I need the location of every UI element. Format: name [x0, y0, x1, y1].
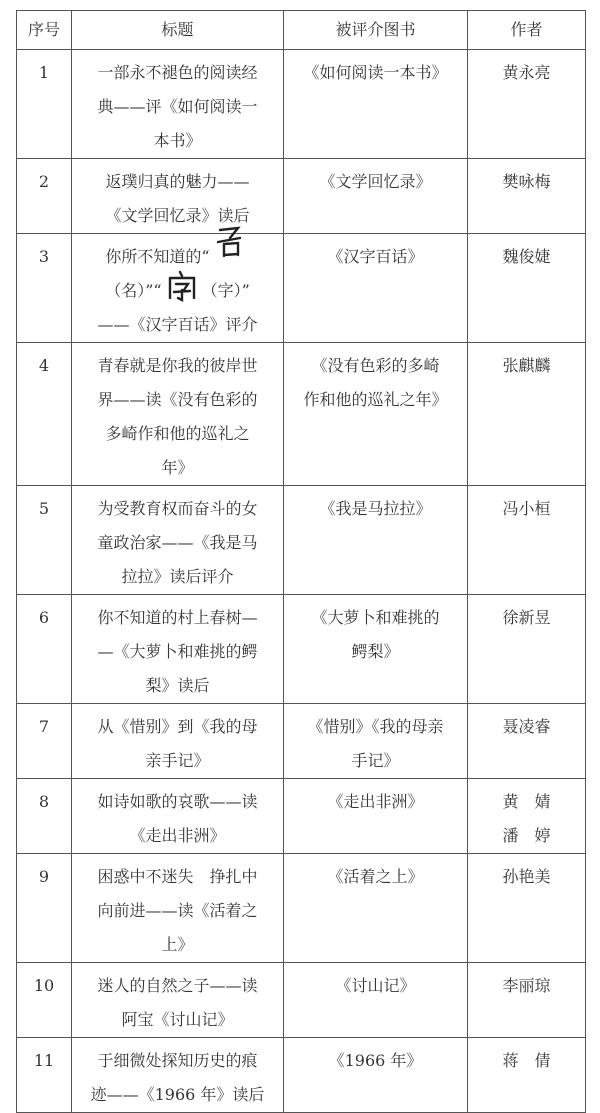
- title-text: （字）”: [201, 281, 250, 300]
- title-line: 《走出非洲》: [129, 826, 226, 845]
- book-cell: [284, 963, 468, 1038]
- title-line: 一部永不褪色的阅读经: [97, 63, 258, 82]
- table-row: [17, 595, 586, 704]
- table-row: [17, 234, 586, 343]
- header-author: 作者: [468, 11, 586, 50]
- title-line: 迹——《1966 年》读后: [90, 1085, 265, 1104]
- row-number: 9: [17, 854, 72, 963]
- title-line: 梨》读后: [145, 676, 210, 695]
- book-line: 《汉字百话》: [327, 247, 424, 266]
- title-cell: [72, 486, 284, 595]
- author-line: 黄 婧: [502, 792, 551, 811]
- author-line: 李丽琼: [502, 976, 551, 995]
- book-line: 《讨山记》: [335, 976, 416, 995]
- reviews-table: [16, 10, 586, 1113]
- row-number: 8: [17, 779, 72, 854]
- book-line: 《我是马拉拉》: [319, 499, 432, 518]
- author-line: 潘 婷: [502, 826, 551, 845]
- title-line: 如诗如歌的哀歌——读: [97, 792, 258, 811]
- title-line: [78, 274, 277, 308]
- title-line: —《大萝卜和难挑的鳄: [97, 642, 258, 661]
- author-line: 魏俊婕: [502, 247, 551, 266]
- table-row: [17, 159, 586, 234]
- row-number: 10: [17, 963, 72, 1038]
- row-number: 11: [17, 1038, 72, 1113]
- title-line: 向前进——读《活着之: [97, 901, 258, 920]
- author-cell: [468, 234, 586, 343]
- book-line: 《活着之上》: [327, 867, 424, 886]
- book-cell: [284, 234, 468, 343]
- title-line: 你不知道的村上春树—: [97, 608, 258, 627]
- title-text: （名）”“: [105, 281, 162, 300]
- row-number: 3: [17, 234, 72, 343]
- table-row: [17, 1038, 586, 1113]
- author-cell: [468, 779, 586, 854]
- title-cell: [72, 963, 284, 1038]
- title-line: 多崎作和他的巡礼之: [105, 424, 250, 443]
- table-row: [17, 963, 586, 1038]
- title-line: 年》: [161, 458, 194, 477]
- book-line: 鳄梨》: [351, 642, 400, 661]
- book-line: 《惜别》《我的母亲: [307, 717, 444, 736]
- title-cell: [72, 159, 284, 234]
- author-line: 聂凌睿: [502, 717, 551, 736]
- header-no: 序号: [17, 11, 72, 50]
- title-line: 《文学回忆录》读后: [105, 206, 250, 225]
- author-line: 徐新昱: [502, 608, 551, 627]
- title-cell: [72, 50, 284, 159]
- author-cell: [468, 486, 586, 595]
- author-line: 黄永亮: [502, 63, 551, 82]
- title-cell: [72, 704, 284, 779]
- book-cell: [284, 595, 468, 704]
- title-text: 你所不知道的“: [105, 247, 210, 266]
- title-cell: [72, 234, 284, 343]
- title-cell: [72, 595, 284, 704]
- book-line: 《如何阅读一本书》: [303, 63, 448, 82]
- row-number: 6: [17, 595, 72, 704]
- header-book: 被评介图书: [284, 11, 468, 50]
- book-cell: [284, 854, 468, 963]
- book-line: 《大萝卜和难挑的: [311, 608, 440, 627]
- author-cell: [468, 1038, 586, 1113]
- author-line: 蒋 倩: [502, 1051, 551, 1070]
- book-line: 《文学回忆录》: [319, 172, 432, 191]
- title-line: 迷人的自然之子——读: [97, 976, 258, 995]
- ming-glyph-icon: [210, 252, 250, 262]
- book-cell: [284, 486, 468, 595]
- row-number: 1: [17, 50, 72, 159]
- title-line: 从《惜别》到《我的母: [97, 717, 258, 736]
- title-cell: [72, 854, 284, 963]
- header-title: 标题: [72, 11, 284, 50]
- title-cell: [72, 1038, 284, 1113]
- author-cell: [468, 343, 586, 486]
- zi-glyph-icon: [162, 286, 202, 296]
- title-line: 阿宝《讨山记》: [121, 1010, 234, 1029]
- author-cell: [468, 854, 586, 963]
- table-row: [17, 779, 586, 854]
- book-cell: [284, 159, 468, 234]
- book-line: 《走出非洲》: [327, 792, 424, 811]
- title-line: ——《汉字百话》评介: [97, 315, 258, 334]
- author-cell: [468, 595, 586, 704]
- title-line: 界——读《没有色彩的: [97, 390, 258, 409]
- title-line: 亲手记》: [145, 751, 210, 770]
- title-line: 本书》: [153, 131, 202, 150]
- author-cell: [468, 963, 586, 1038]
- title-line: 拉拉》读后评介: [121, 567, 234, 586]
- table-row: [17, 854, 586, 963]
- row-number: 7: [17, 704, 72, 779]
- title-line: 困惑中不迷失 挣扎中: [97, 867, 258, 886]
- title-line: 上》: [161, 935, 194, 954]
- book-line: 《1966 年》: [328, 1051, 423, 1070]
- row-number: 5: [17, 486, 72, 595]
- table-row: [17, 343, 586, 486]
- title-cell: [72, 779, 284, 854]
- table-row: [17, 486, 586, 595]
- author-line: 张麒麟: [502, 356, 551, 375]
- author-cell: [468, 50, 586, 159]
- book-line: 手记》: [351, 751, 400, 770]
- book-cell: [284, 50, 468, 159]
- book-line: 《没有色彩的多崎: [311, 356, 440, 375]
- row-number: 4: [17, 343, 72, 486]
- book-cell: [284, 1038, 468, 1113]
- title-line: 于细微处探知历史的痕: [97, 1051, 258, 1070]
- title-line: 典——评《如何阅读一: [97, 97, 258, 116]
- book-cell: [284, 343, 468, 486]
- author-line: 樊咏梅: [502, 172, 551, 191]
- book-cell: [284, 704, 468, 779]
- header-row: [17, 11, 586, 50]
- title-line: 返璞归真的魅力——: [105, 172, 250, 191]
- title-line: 童政治家——《我是马: [97, 533, 258, 552]
- table-row: [17, 50, 586, 159]
- author-cell: [468, 704, 586, 779]
- title-cell: [72, 343, 284, 486]
- book-cell: [284, 779, 468, 854]
- author-line: 冯小桓: [502, 499, 551, 518]
- author-line: 孙艳美: [502, 867, 551, 886]
- row-number: 2: [17, 159, 72, 234]
- table-row: [17, 704, 586, 779]
- book-line: 作和他的巡礼之年》: [303, 390, 448, 409]
- title-line: 为受教育权而奋斗的女: [97, 499, 258, 518]
- author-cell: [468, 159, 586, 234]
- title-line: 青春就是你我的彼岸世: [97, 356, 258, 375]
